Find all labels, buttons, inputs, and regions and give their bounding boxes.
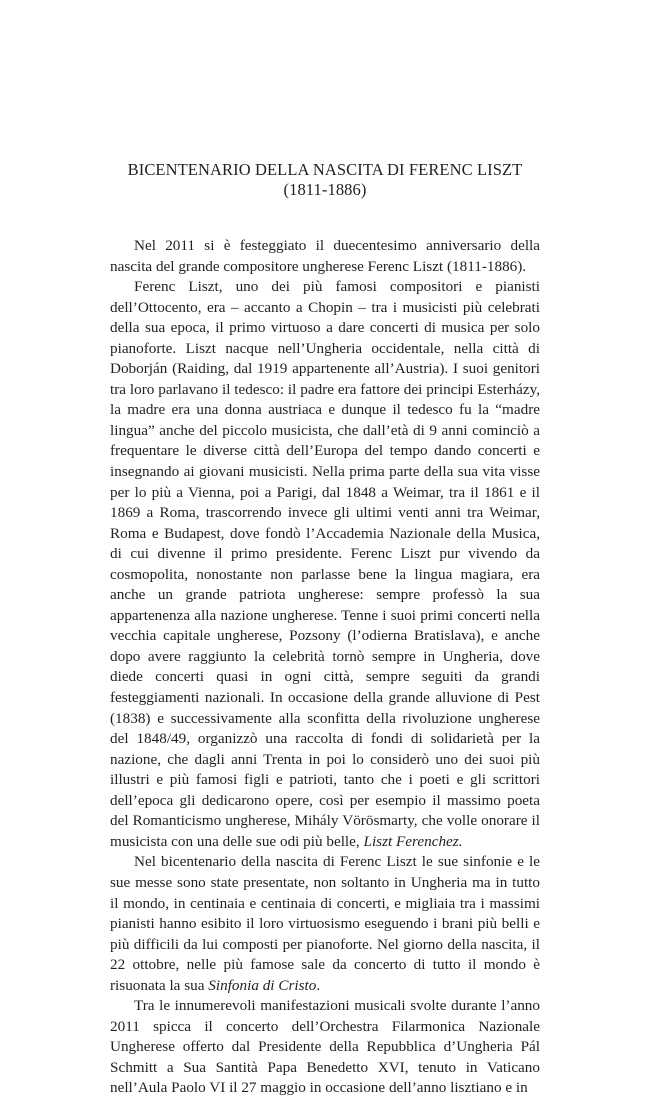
paragraph-text: Nel 2011 si è festeggiato il duecentesimo anniversario della nascita del grande compositore ungherese Ferenc Liszt (1811-1886).	[110, 237, 540, 275]
article-body	[110, 236, 540, 1099]
paragraph-text: Nel bicentenario della nascita di Ferenc Liszt le sue sinfonie e le sue messe sono state presentate, non soltanto in Ungheria ma in tutto il mondo, in centinaia e centinaia di concerti, e migliaia tra i massimi pianisti hanno esibito il loro virtuosismo eseguendo i brani più belli e più difficili da lui composti per pianoforte. Nel giorno della nascita, il 22 ottobre, nelle più famose sale da concerto di tutto il mondo è risuonata la sua	[110, 853, 540, 994]
page-subtitle-years: (1811-1886)	[283, 180, 367, 199]
page-title: BICENTENARIO DELLA NASCITA DI FERENC LISZT	[127, 160, 523, 179]
paragraph-text: Tra le innumerevoli manifestazioni musicali svolte durante l’anno 2011 spicca il concerto dell’Orchestra Filarmonica Nazionale Ungherese offerto dal Presidente della Repubblica d’Ungheria Pál Schmitt a Sua Santità Papa Benedetto XVI, tenuto in Vaticano nell’Aula Paolo VI il 27 maggio in occasione dell’anno lisztiano e in	[110, 997, 540, 1097]
paragraph	[110, 852, 540, 996]
paragraph	[110, 236, 540, 277]
page-heading	[0, 160, 650, 200]
symphony-title: Sinfonia di Cristo	[208, 976, 317, 994]
paragraph-text: Ferenc Liszt, uno dei più famosi compositori e pianisti dell’Ottocento, era – accanto a Chopin – tra i musicisti più celebrati della sua epoca, il primo virtuoso a dare concerti di musica per solo pianoforte. Liszt nacque nell’Ungheria occidentale, nella città di Doborján (Raiding, dal 1919 appartenente all’Austria). I suoi genitori tra loro parlavano il tedesco: il padre era fattore dei principi Esterházy, la madre era una donna austriaca e dunque il tedesco fu la “madre lingua” anche del piccolo musicista, che dall’età di 9 anni cominciò a frequentare le diverse città dell’Europa del tempo dando concerti e insegnando ai giovani musicisti. Nella prima parte della sua vita visse per lo più a Vienna, poi a Parigi, dal 1848 a Weimar, tra il 1861 e il 1869 a Roma, trascorrendo invece gli ultimi venti anni tra Weimar, Roma e Budapest, dove fondò l’Accademia Nazionale della Musica, di cui divenne il primo presidente. Ferenc Liszt pur vivendo da cosmopolita, nonostante non parlasse bene la lingua magiara, era anche un grande patriota ungherese: sempre professò la sua appartenenza alla nazione ungherese. Tenne i suoi primi concerti nella vecchia capitale ungherese, Pozsony (l’odierna Bratislava), e anche dopo avere raggiunto la celebrità tornò sempre in Ungheria, dove diede concerti quasi in ogni città, sempre seguiti da grandi festeggiamenti nazionali. In occasione della grande alluvione di Pest (1838) e successivamente alla sconfitta della rivoluzione ungherese del 1848/49, organizzò una raccolta di fondi di solidarietà per la nazione, che dagli anni Trenta in poi lo considerò uno dei suoi più illustri e più famosi figli e patrioti, tanto che i poeti e gli scrittori dell’epoca gli dedicarono opere, così per esempio il massimo poeta del Romanticismo ungherese, Mihály Vörösmarty, che volle onorare il musicista con una delle sue odi più belle,	[110, 278, 540, 850]
paragraph	[110, 277, 540, 852]
paragraph	[110, 996, 540, 1099]
poem-title: Liszt Ferenchez.	[363, 832, 463, 850]
paragraph-text: .	[316, 976, 321, 994]
